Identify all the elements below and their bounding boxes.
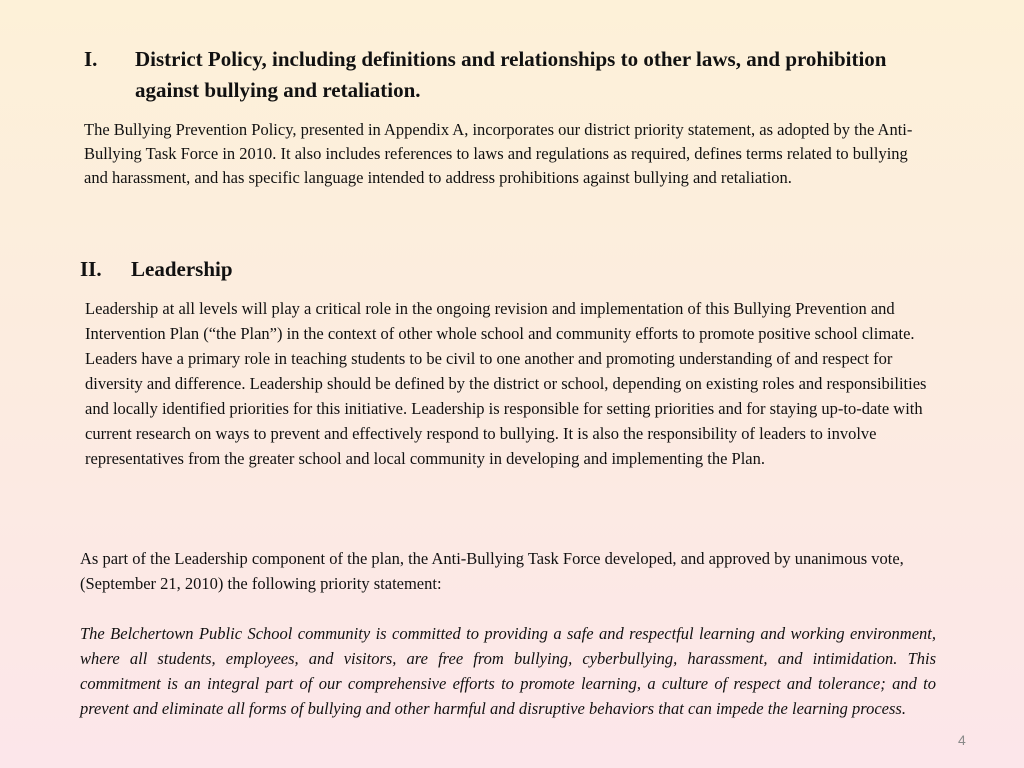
section-1-title: District Policy, including definitions and relationships to other laws, and prohibition against bullying and retaliation.: [135, 47, 887, 102]
priority-statement: The Belchertown Public School community is committed to providing a safe and respectful learning and working environment, where all students, employees, and visitors, are free from bullying, cyberbullying, harassment, and intimidation. This commitment is an integral part of our comprehensive efforts to promote learning, a culture of respect and tolerance; and to prevent and eliminate all forms of bullying and other harmful and disruptive behaviors that can impede the learning process.: [80, 624, 936, 718]
section-2-body: Leadership at all levels will play a critical role in the ongoing revision and implementation of this Bullying Prevention and Intervention Plan (“the Plan”) in the context of other whole school and community efforts to promote positive school climate. Leaders have a primary role in teaching students to be civil to one another and promoting understanding of and respect for diversity and difference. Leadership should be defined by the district or school, depending on existing roles and responsibilities and locally identified priorities for this initiative. Leadership is responsible for setting priorities and for staying up-to-date with current research on ways to prevent and effectively respond to bullying. It is also the responsibility of leaders to involve representatives from the greater school and local community in developing and implementing the Plan.: [85, 299, 927, 468]
priority-intro: As part of the Leadership component of the plan, the Anti-Bullying Task Force developed, and approved by unanimous vote, (September 21, 2010) the following priority statement:: [80, 549, 904, 593]
page-number: 4: [958, 732, 966, 748]
section-1-body: The Bullying Prevention Policy, presented in Appendix A, incorporates our district priority statement, as adopted by the Anti- Bullying Task Force in 2010. It also includes references to laws and regulations as required, defines terms related to bullying and harassment, and has specific language intended to address prohibitions against bullying and retaliation.: [84, 120, 913, 187]
section-2-number: II.: [80, 257, 102, 281]
section-2-title: Leadership: [131, 257, 233, 281]
section-1-number: I.: [84, 47, 98, 71]
